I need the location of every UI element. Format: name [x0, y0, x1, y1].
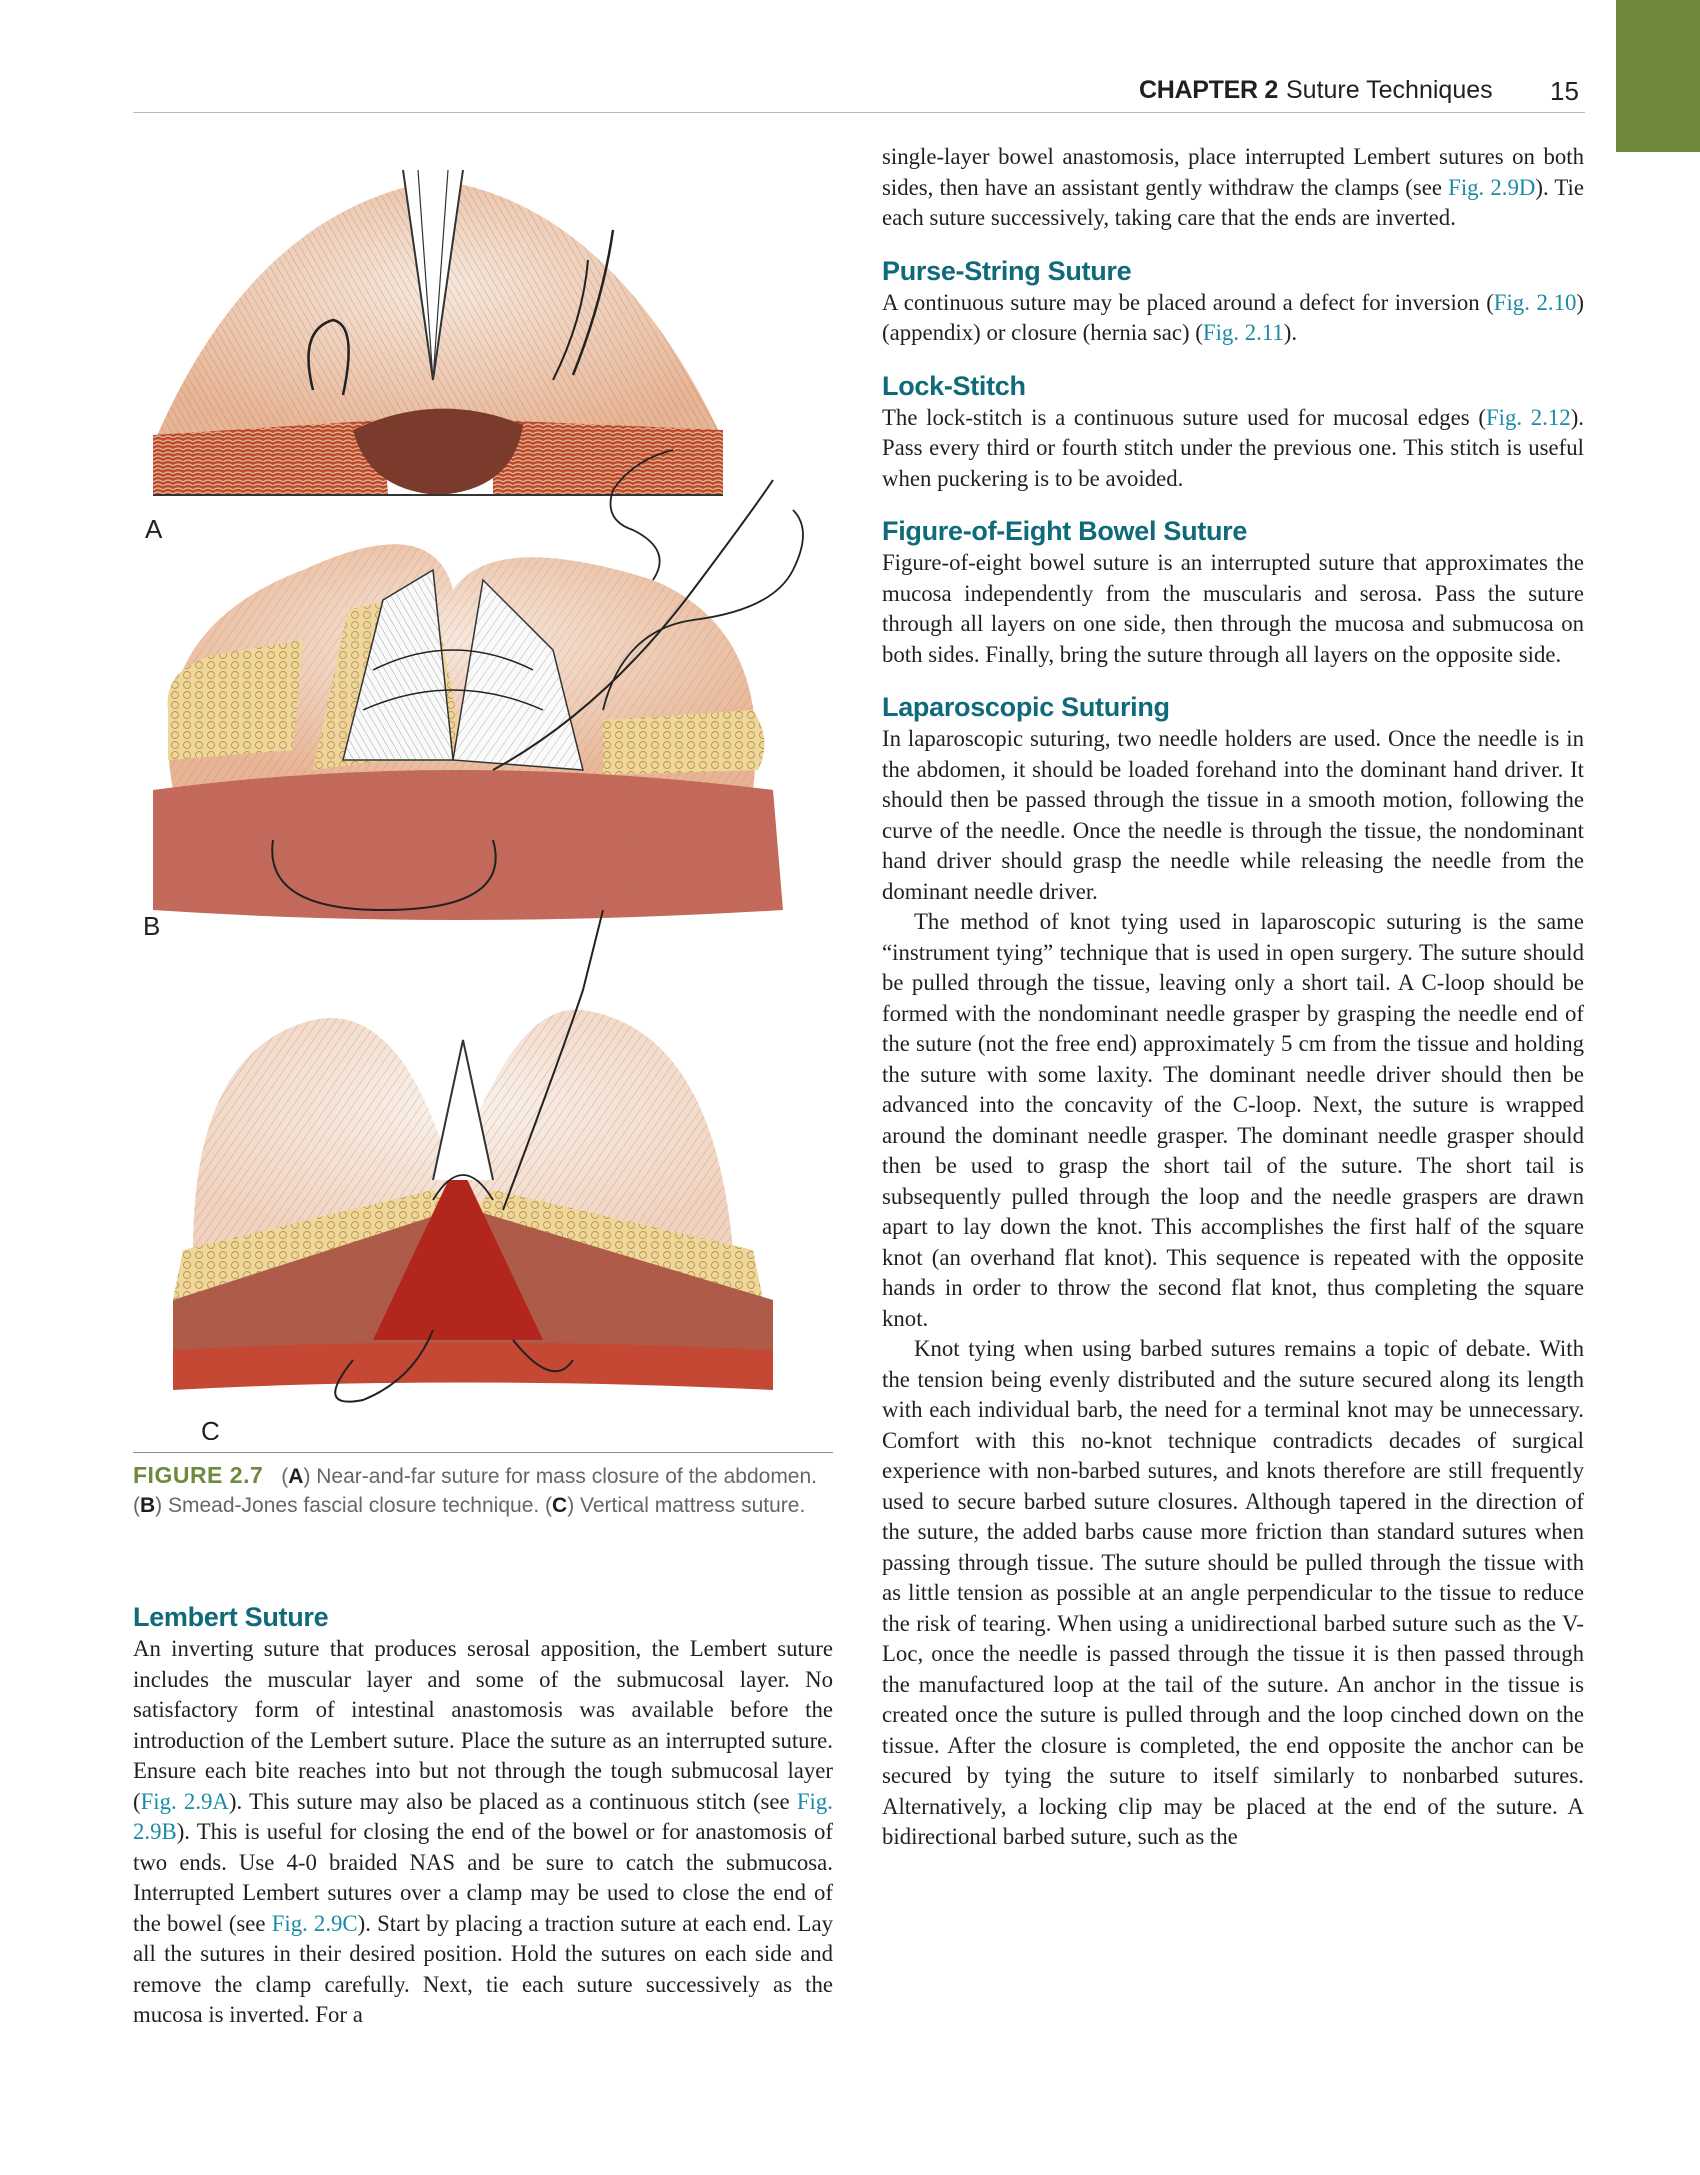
lembert-paragraph [133, 1634, 833, 2031]
purse-string-paragraph [882, 288, 1584, 349]
fig-2-12-link[interactable]: Fig. 2.12 [1485, 404, 1571, 430]
figure-number: FIGURE 2.7 [133, 1462, 264, 1488]
caption-label-c: C [552, 1494, 568, 1517]
fig-2-9a-link[interactable]: Fig. 2.9A [140, 1788, 229, 1814]
right-column [882, 142, 1584, 1853]
lock-text-1: The lock-stitch is a continuous suture used for mucosal edges ( [882, 404, 1486, 430]
lock-text-2: ). Pass every third or fourth stitch under the previous one. This stitch is useful when puckering is to be avoided. [882, 404, 1584, 491]
panel-label-b: B [143, 911, 161, 941]
lembert-text-4: ). Start by placing a traction suture at each end. Lay all the sutures in their desired position. Hold the sutures on each side and remove the clamp carefully. Next, tie each suture successively as the mucosa is inverted. For a [133, 1910, 833, 2027]
continued-text-2: ). Tie each suture successively, taking care that the ends are inverted. [882, 174, 1584, 230]
chapter-title: Suture Techniques [1286, 76, 1493, 104]
caption-label-a: A [288, 1465, 304, 1488]
figure-of-eight-heading: Figure-of-Eight Bowel Suture [882, 516, 1248, 546]
fig-2-9c-link[interactable]: Fig. 2.9C [271, 1910, 358, 1936]
caption-text-a: ) Near-and-far suture for mass closure of the abdomen. ( [133, 1465, 818, 1517]
laparoscopic-heading: Laparoscopic Suturing [882, 692, 1170, 722]
continued-text-1: single-layer bowel anastomosis, place interrupted Lembert sutures on both sides, then have an assistant gently withdraw the clamps (see [882, 144, 1584, 200]
panel-b-drawing [153, 450, 803, 920]
fig-2-9d-link[interactable]: Fig. 2.9D [1448, 174, 1536, 200]
panel-label-c: C [201, 1416, 220, 1440]
purse-text-1: A continuous suture may be placed around a defect for inversion ( [882, 289, 1494, 315]
figure-2-7 [133, 150, 833, 1440]
laparoscopic-paragraph-1: In laparoscopic suturing, two needle holders are used. Once the needle is in the abdomen, it should be loaded forehand into the dominant hand driver. It should then be passed through the tissue in a smooth motion, following the curve of the needle. Once the needle is through the tissue, the nondominant hand driver should grasp the needle while releasing the needle from the dominant needle driver. [882, 726, 1584, 904]
purse-string-heading: Purse-String Suture [882, 255, 1132, 286]
surgical-illustration [133, 150, 833, 1440]
figure-caption: FIGURE 2.7 (A) Near-and-far suture for mass closure of the abdomen. (B) Smead-Jones fascial closure technique. (C) Vertical mattress suture. [133, 1452, 833, 1520]
panel-c-drawing [173, 910, 773, 1402]
panel-label-a: A [145, 514, 163, 544]
lembert-heading: Lembert Suture [133, 1602, 329, 1632]
fig-2-10-link[interactable]: Fig. 2.10 [1493, 289, 1577, 315]
running-header [133, 68, 1585, 113]
chapter-label: CHAPTER 2 [1139, 76, 1278, 104]
purse-text-2: ) (appendix) or closure (hernia sac) ( [882, 289, 1584, 345]
caption-label-b: B [140, 1494, 156, 1517]
figure-of-eight-paragraph: Figure-of-eight bowel suture is an interrupted suture that approximates the mucosa independently from the muscularis and serosa. Pass the suture through all layers on one side, then through the mucosa and submucosa on both sides. Finally, bring the suture through all layers on the opposite side. [882, 550, 1584, 667]
purse-text-3: ). [1283, 320, 1298, 345]
fig-2-9b-link[interactable]: Fig. 2.9B [133, 1788, 833, 1844]
caption-text-c: ) Vertical mattress suture. [567, 1494, 806, 1517]
laparoscopic-paragraph-3: Knot tying when using barbed sutures remains a topic of debate. With the tension being evenly distributed and the suture secured along its length with each individual barb, the need for a terminal knot may be unnecessary. Comfort with this no-knot technique contradicts decades of surgical experience with non-barbed sutures, and knots therefore are still frequently used to secure barbed suture closures. Although tapered in the direction of the suture, the added barbs cause more friction than standard sutures when passing through tissue. The suture should be pulled through the tissue with as little tension as possible at an angle perpendicular to the tissue to reduce the risk of tearing. When using a unidirectional barbed suture such as the V-Loc, once the needle is passed through the tissue it is then passed through the manufactured loop at the tail of the suture. An anchor in the tissue is created once the suture is pulled through and the loop cinched down on the tissue. After the closure is completed, the end opposite the anchor can be secured by tying the suture to itself similarly to nonbarbed sutures. Alternatively, a locking clip may be placed at the end of the suture. A bidirectional barbed suture, such as the [882, 1336, 1584, 1849]
lock-stitch-paragraph [882, 403, 1584, 495]
page-number: 15 [1550, 76, 1579, 106]
fig-2-11-link[interactable]: Fig. 2.11 [1202, 320, 1284, 345]
continued-paragraph [882, 142, 1584, 234]
left-column [133, 1600, 833, 2031]
lock-stitch-heading: Lock-Stitch [882, 370, 1026, 401]
panel-a-drawing [153, 170, 723, 495]
lembert-text-2: ). This suture may also be placed as a continuous stitch (see [228, 1788, 797, 1814]
laparoscopic-paragraph-2: The method of knot tying used in laparoscopic suturing is the same “instrument tying” technique that is used in open surgery. The suture should be pulled through the tissue, leaving only a short tail. A C-loop should be formed with the nondominant needle grasper by grasping the needle end of the suture (not the free end) approximately 5 cm from the tissue and holding the suture with some laxity. The dominant needle driver should then be advanced into the concavity of the C-loop. Next, the suture is wrapped around the dominant needle grasper. The dominant needle grasper should then be used to grasp the short tail of the suture. The short tail is subsequently pulled through the loop and the needle graspers are drawn apart to lay down the knot. This accomplishes the first half of the square knot (an overhand flat knot). This sequence is repeated with the opposite hands in order to throw the second flat knot, thus completing the square knot. [882, 909, 1584, 1331]
chapter-tab [1616, 0, 1700, 152]
caption-text-b: ) Smead-Jones fascial closure technique. ( [155, 1494, 553, 1517]
lembert-text-3: ). This is useful for closing the end of the bowel or for anastomosis of two ends. Use 4-0 braided NAS and be sure to catch the submucosa. Interrupted Lembert sutures over a clamp may be used to close the end of the bowel (see [133, 1819, 833, 1936]
lembert-text-1: An inverting suture that produces serosal apposition, the Lembert suture includes the muscular layer and some of the submucosal layer. No satisfactory form of intestinal anastomosis was available before the introduction of the Lembert suture. Place the suture as an interrupted suture. Ensure each bite reaches into but not through the tough submucosal layer ( [133, 1636, 833, 1814]
